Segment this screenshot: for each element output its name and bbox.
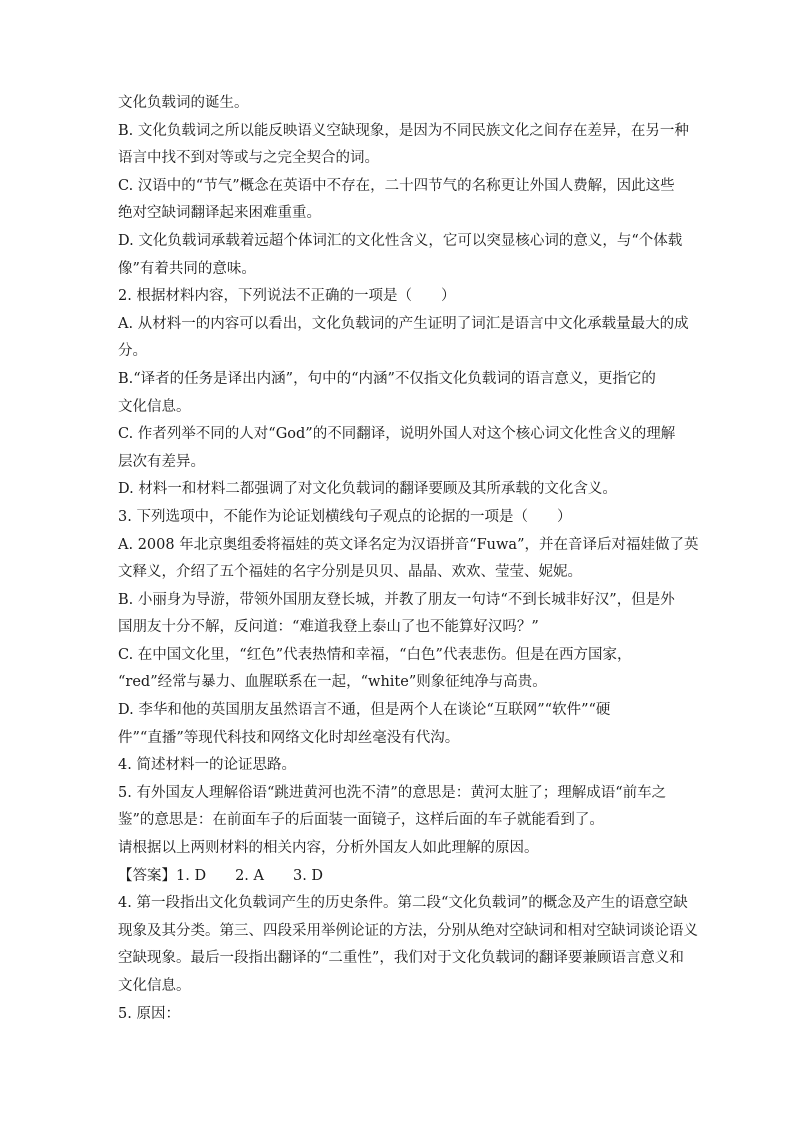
text-line: A. 2008 年北京奥组委将福娃的英文译名定为汉语拼音“Fuwa”，并在音译后对福娃做了英 [118,536,699,553]
text-line: D. 文化负载词承载着远超个体词汇的文化性含义，它可以突显核心词的意义，与“个体载 [118,232,683,249]
text-line: 鉴”的意思是：在前面车子的后面装一面镜子，这样后面的车子就能看到了。 [118,812,604,829]
text-line: 分。 [118,343,147,360]
answer-heading: 【答案】1. D 2. A 3. D [118,867,324,884]
text-line: B.“译者的任务是译出内涵”，句中的“内涵”不仅指文化负载词的语言意义，更指它的 [118,370,656,387]
text-line: D. 材料一和材料二都强调了对文化负载词的翻译要顾及其所承载的文化含义。 [118,481,617,498]
document-body [118,90,699,1028]
text-line: 文化信息。 [118,398,191,415]
text-line: 文化信息。 [118,978,191,994]
text-line: 绝对空缺词翻译起来困难重重。 [118,205,321,222]
text-line: 请根据以上两则材料的相关内容，分析外国友人如此理解的原因。 [118,840,539,857]
text-line: 语言中找不到对等或与之完全契合的词。 [118,150,379,167]
question-4: 4. 简述材料一的论证思路。 [118,757,296,774]
text-line: C. 汉语中的“节气”概念在英语中不存在，二十四节气的名称更让外国人费解，因此这些 [118,177,675,194]
question-5: 5. 有外国友人理解俗语“跳进黄河也洗不清”的意思是：黄河太脏了；理解成语“前车之 [118,784,667,801]
text-line: 国朋友十分不解，反问道：“难道我登上泰山了也不能算好汉吗？” [118,619,539,636]
text-line: “red”经常与暴力、血腥联系在一起，“white”则象征纯净与高贵。 [118,674,547,691]
text-line: 4. 第一段指出文化负载词产生的历史条件。第二段“文化负载词”的概念及产生的语意空缺 [118,895,688,912]
question-2: 2. 根据材料内容，下列说法不正确的一项是（ ） [118,288,456,305]
text-line: 5. 原因： [118,1005,180,1022]
text-line: 件”“直播”等现代科技和网络文化时却丝毫没有代沟。 [118,729,460,746]
text-line: 文化负载词的诞生。 [118,95,249,111]
text-line: C. 在中国文化里，“红色”代表热情和幸福，“白色”代表悲伤。但是在西方国家， [118,646,632,663]
text-line: 文释义，介绍了五个福娃的名字分别是贝贝、晶晶、欢欢、莹莹、妮妮。 [118,564,582,581]
text-line: D. 李华和他的英国朋友虽然语言不通，但是两个人在谈论“互联网”“软件”“硬 [118,702,611,719]
text-line: 现象及其分类。第三、四段采用举例论证的方法，分别从绝对空缺词和相对空缺词谈论语义 [118,922,698,939]
text-line: B. 文化负载词之所以能反映语义空缺现象，是因为不同民族文化之间存在差异，在另一种 [118,122,689,139]
question-3: 3. 下列选项中，不能作为论证划横线句子观点的论据的一项是（ ） [118,508,572,525]
text-line: 层次有差异。 [118,453,205,470]
text-line: C. 作者列举不同的人对“God”的不同翻译，说明外国人对这个核心词文化性含义的理解 [118,426,676,443]
text-line: 像”有着共同的意味。 [118,260,256,277]
text-line: B. 小丽身为导游，带领外国朋友登长城，并教了朋友一句诗“不到长城非好汉”，但是外 [118,591,675,608]
text-line: A. 从材料一的内容可以看出，文化负载词的产生证明了词汇是语言中文化承载量最大的成 [118,315,689,332]
text-line: 空缺现象。最后一段指出翻译的“二重性”，我们对于文化负载词的翻译要兼顾语言意义和 [118,950,684,967]
